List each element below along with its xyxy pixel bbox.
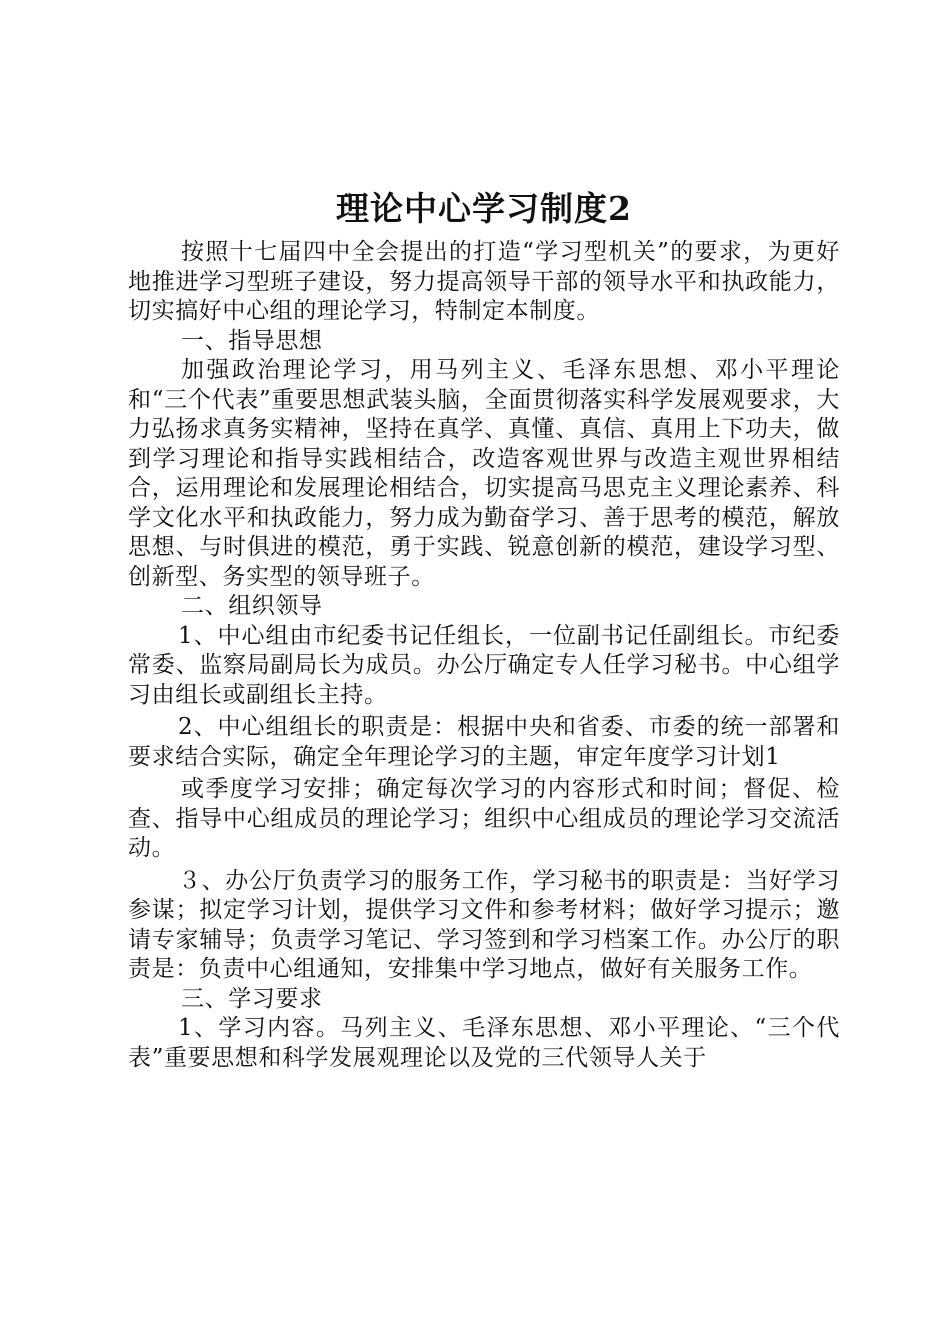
document-title: 理论中心学习制度2 (336, 189, 632, 228)
organization-item-3: ３、办公厅负责学习的服务工作，学习秘书的职责是：当好学习参谋；拟定学习计划，提供学习文件和参考材料；做好学习提示；邀请专家辅导；负责学习笔记、学习签到和学习档案工作。办公厅的职责是：负责中心组通知，安排集中学习地点，做好有关服务工作。 (128, 867, 840, 982)
organization-item-2: 2、中心组组长的职责是：根据中央和省委、市委的统一部署和要求结合实际，确定全年理论学习的主题，审定年度学习计划1 (128, 714, 840, 770)
section-body-guiding-ideology: 加强政治理论学习，用马列主义、毛泽东思想、邓小平理论和“三个代表”重要思想武装头脑，全面贯彻落实科学发展观要求，大力弘扬求真务实精神，坚持在真学、真懂、真信、真用上下功夫，做到学习理论和指导实践相结合，改造客观世界与改造主观世界相结合，运用理论和发展理论相结合，切实提高马思克主义理论素养、科学文化水平和执政能力，努力成为勤奋学习、善于思考的模范，解放思想、与时俱进的模范，勇于实践、锐意创新的模范，建设学习型、创新型、务实型的领导班子。 (128, 357, 840, 590)
section-heading-organization: 二、组织领导 (181, 593, 323, 619)
organization-item-1: 1、中心组由市纪委书记任组长，一位副书记任副组长。市纪委常委、监察局副局长为成员。办公厅确定专人任学习秘书。中心组学习由组长或副组长主持。 (128, 622, 840, 708)
organization-item-2-continued: 或季度学习安排；确定每次学习的内容形式和时间；督促、检查、指导中心组成员的理论学习；组织中心组成员的理论学习交流活动。 (128, 776, 840, 861)
document-page (128, 180, 840, 1073)
section-heading-study-requirements: 三、学习要求 (181, 985, 323, 1012)
intro-paragraph: 按照十七届四中全会提出的打造“学习型机关”的要求，为更好地推进学习型班子建设，努力提高领导干部的领导水平和执政能力，切实搞好中心组的理论学习，特制定本制度。 (128, 239, 840, 324)
section-heading-guiding-ideology: 一、指导思想 (181, 327, 323, 354)
study-requirements-item-1: 1、学习内容。马列主义、毛泽东思想、邓小平理论、“三个代表”重要思想和科学发展观理论以及党的三代领导人关于 (128, 1015, 840, 1071)
